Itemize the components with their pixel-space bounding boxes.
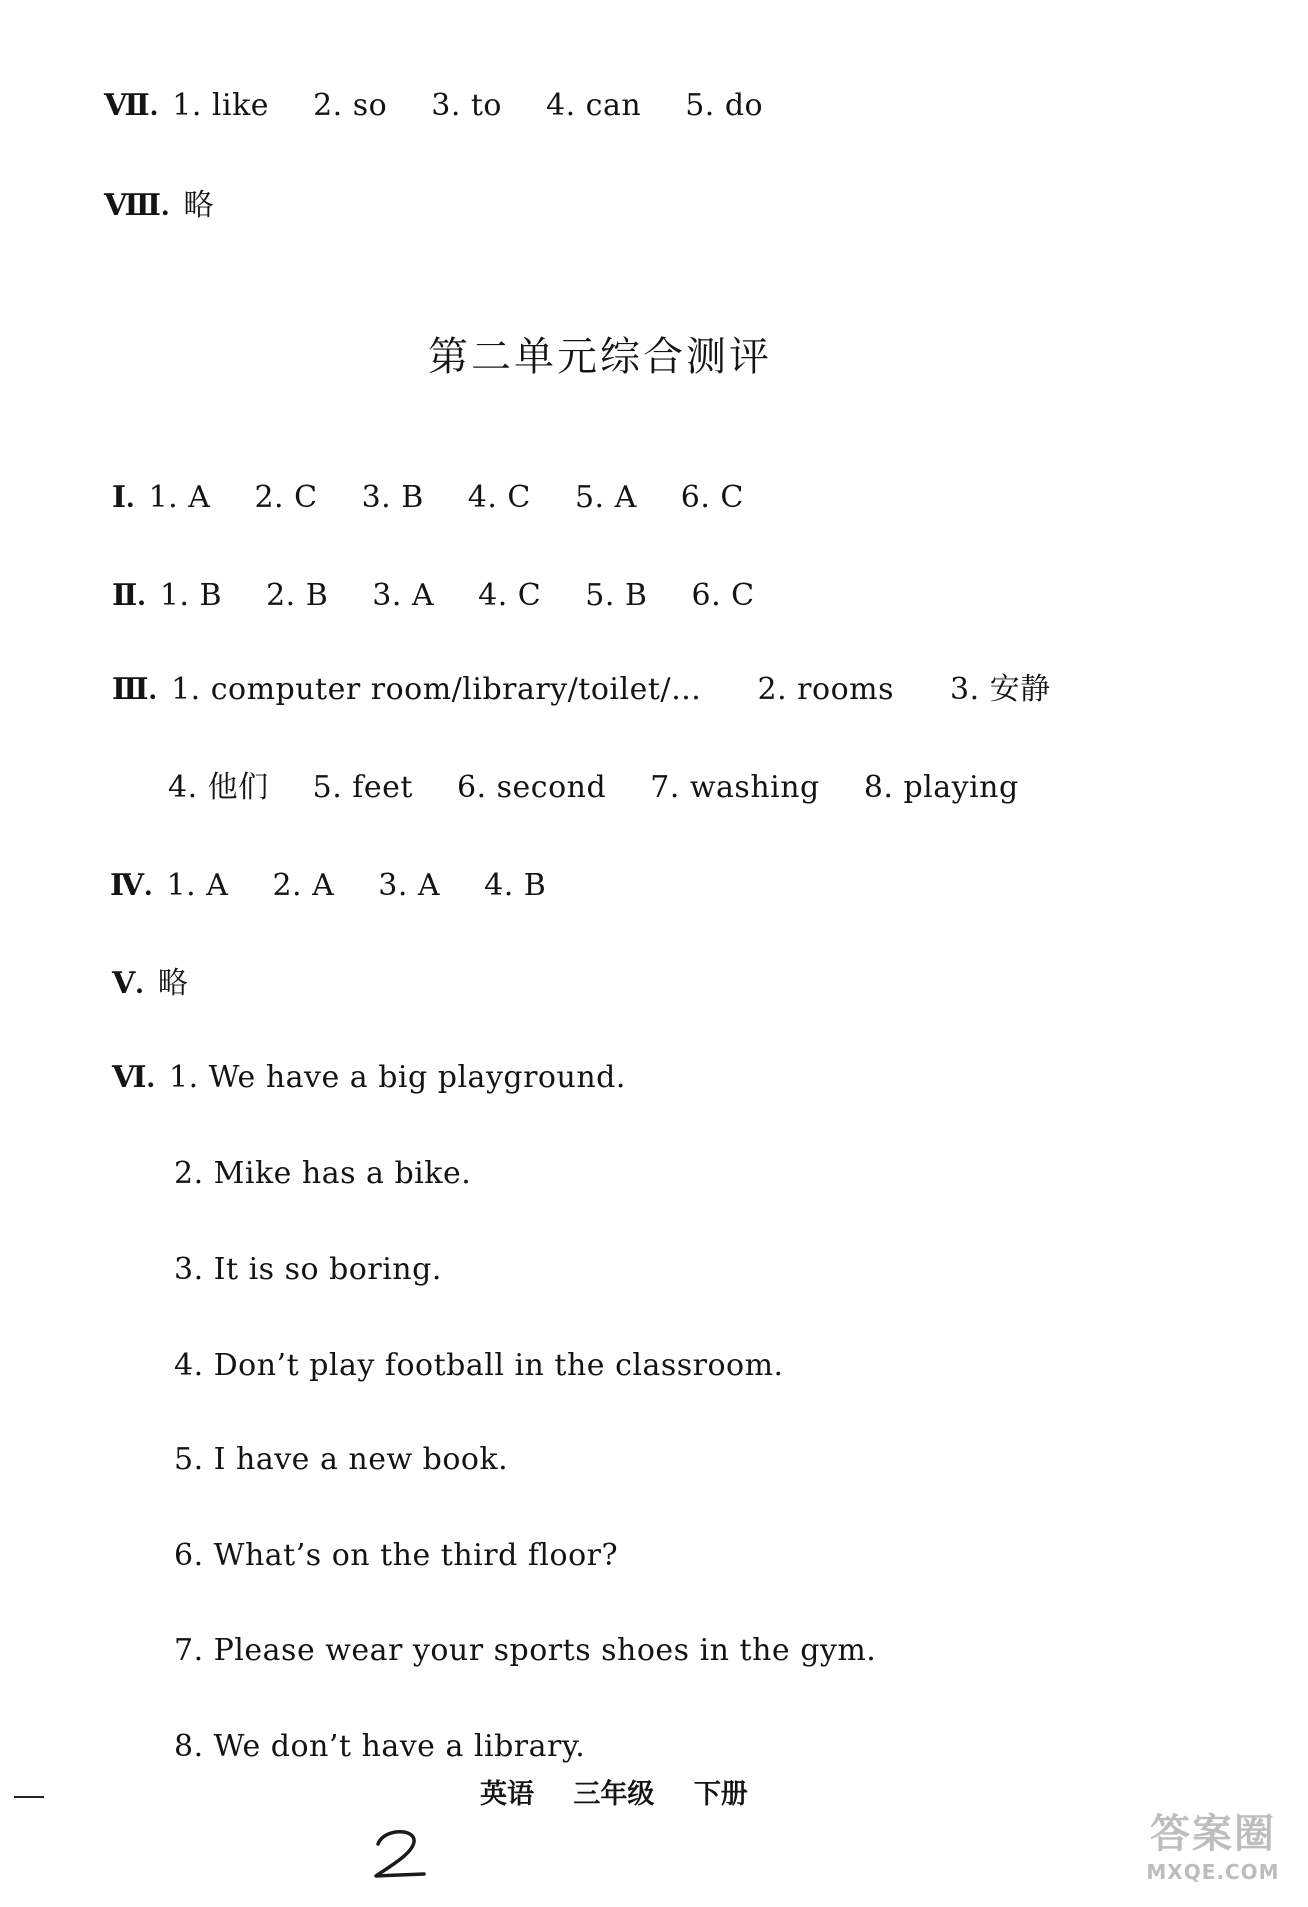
section-label: Ⅱ. <box>112 579 146 612</box>
section-iv <box>110 866 546 906</box>
answer-item: 4. C <box>478 578 542 613</box>
watermark-logo <box>1128 1809 1298 1899</box>
watermark-text: 答案圈 <box>1150 1811 1276 1857</box>
section-label: Ⅶ. <box>104 89 159 122</box>
section-iii <box>112 670 1051 710</box>
section-vi <box>112 1058 626 1098</box>
answer-item: 3. B <box>361 480 424 515</box>
sentence-item: 2. Mike has a bike. <box>174 1156 472 1191</box>
answer-item: 8. playing <box>863 770 1019 805</box>
section-ii <box>112 576 755 616</box>
sentence-item: 6. What’s on the third floor? <box>174 1538 619 1573</box>
answer-item: 6. second <box>457 770 607 805</box>
section-v <box>112 964 188 1004</box>
section-label: Ⅲ. <box>112 673 158 706</box>
section-label: Ⅷ. <box>104 189 170 222</box>
answer-item: 5. A <box>574 480 637 515</box>
footer-dash <box>14 1796 44 1798</box>
sentence-item: 3. It is so boring. <box>174 1252 442 1287</box>
answer-item: 6. C <box>691 578 755 613</box>
answer-item: 1. A <box>148 480 211 515</box>
sentence-item: 7. Please wear your sports shoes in the gym. <box>174 1633 877 1668</box>
page-footer <box>480 1772 748 1811</box>
section-viii <box>104 186 214 226</box>
answer-item: 2. B <box>266 578 329 613</box>
answer-item: 4. C <box>467 480 531 515</box>
sentence-item: 1. We have a big playground. <box>169 1060 626 1095</box>
answer-item: 2. rooms <box>757 672 894 707</box>
footer-volume: 下册 <box>693 1779 748 1810</box>
answer-item: 4. 他们 <box>168 770 269 805</box>
answer-item: 2. C <box>254 480 318 515</box>
answer-item: 1. A <box>166 868 229 903</box>
section-iii-continued <box>168 768 1019 808</box>
answer-item: 7. washing <box>650 770 820 805</box>
footer-subject: 英语 <box>480 1779 534 1810</box>
answer-item: 2. so <box>313 88 388 123</box>
answer-text: 略 <box>183 188 215 223</box>
section-i <box>112 478 744 518</box>
answer-item: 3. A <box>372 578 435 613</box>
answer-item: 5. B <box>585 578 648 613</box>
answer-item: 5. do <box>685 88 764 123</box>
watermark-url: MXQE.COM <box>1146 1860 1280 1884</box>
answer-item: 3. A <box>378 868 441 903</box>
answer-item: 3. to <box>431 88 502 123</box>
answer-item: 1. like <box>172 88 270 123</box>
page-title: 第二单元综合测评 <box>428 334 772 380</box>
section-vii <box>104 86 763 126</box>
sentence-item: 4. Don’t play football in the classroom. <box>174 1348 784 1383</box>
answer-item: 1. B <box>159 578 223 613</box>
answer-text: 略 <box>157 966 189 1001</box>
answer-item: 4. can <box>546 88 642 123</box>
section-label: Ⅴ. <box>112 967 144 1000</box>
sentence-item: 5. I have a new book. <box>174 1442 509 1477</box>
handwritten-page-number <box>370 1822 430 1882</box>
answer-item: 6. C <box>680 480 744 515</box>
answer-item: 3. 安静 <box>950 672 1051 707</box>
footer-grade: 三年级 <box>573 1779 655 1810</box>
answer-item: 5. feet <box>312 770 413 805</box>
section-label: Ⅰ. <box>112 481 135 514</box>
answer-item: 1. computer room/library/toilet/… <box>171 672 702 707</box>
section-label: Ⅵ. <box>112 1061 155 1094</box>
answer-item: 2. A <box>272 868 335 903</box>
section-label: Ⅳ. <box>110 869 153 902</box>
answer-item: 4. B <box>484 868 547 903</box>
sentence-item: 8. We don’t have a library. <box>174 1729 586 1764</box>
